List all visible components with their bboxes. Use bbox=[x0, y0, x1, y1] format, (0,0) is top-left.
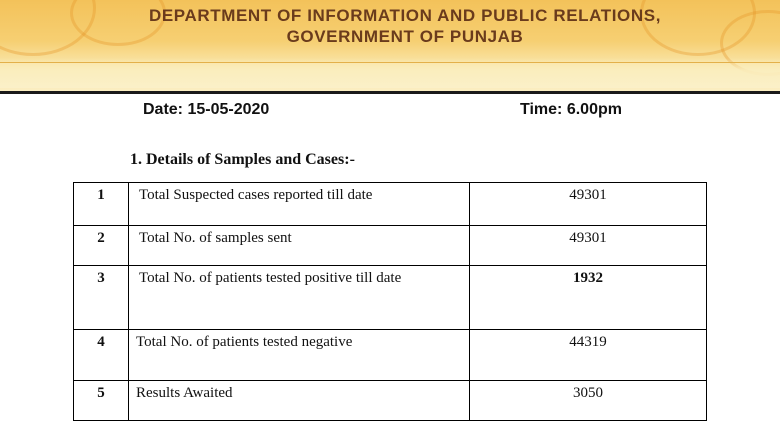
row-value: 49301 bbox=[470, 183, 707, 226]
row-value: 44319 bbox=[470, 330, 707, 381]
row-value: 49301 bbox=[470, 226, 707, 266]
row-value: 3050 bbox=[470, 381, 707, 421]
department-title: DEPARTMENT OF INFORMATION AND PUBLIC RELATIONS, bbox=[148, 6, 662, 25]
row-number: 1 bbox=[74, 183, 129, 226]
table-row bbox=[74, 183, 707, 226]
table-row bbox=[74, 330, 707, 381]
report-time: Time: 6.00pm bbox=[520, 101, 622, 118]
row-label: Total No. of patients tested negative bbox=[129, 330, 470, 381]
row-label: Results Awaited bbox=[129, 381, 470, 421]
header-banner bbox=[0, 0, 780, 91]
table-row bbox=[74, 381, 707, 421]
section-heading: 1. Details of Samples and Cases:- bbox=[130, 151, 355, 168]
government-title: GOVERNMENT OF PUNJAB bbox=[286, 27, 524, 46]
samples-cases-table bbox=[73, 182, 707, 421]
header-divider bbox=[0, 91, 780, 94]
row-label: Total No. of samples sent bbox=[129, 226, 470, 266]
row-number: 3 bbox=[74, 266, 129, 330]
row-label: Total No. of patients tested positive till date bbox=[129, 266, 470, 330]
report-date: Date: 15-05-2020 bbox=[143, 101, 270, 118]
banner-rule bbox=[0, 62, 780, 63]
table-row bbox=[74, 266, 707, 330]
table-row bbox=[74, 226, 707, 266]
row-number: 4 bbox=[74, 330, 129, 381]
row-number: 2 bbox=[74, 226, 129, 266]
row-number: 5 bbox=[74, 381, 129, 421]
row-label: Total Suspected cases reported till date bbox=[129, 183, 470, 226]
row-value: 1932 bbox=[470, 266, 707, 330]
